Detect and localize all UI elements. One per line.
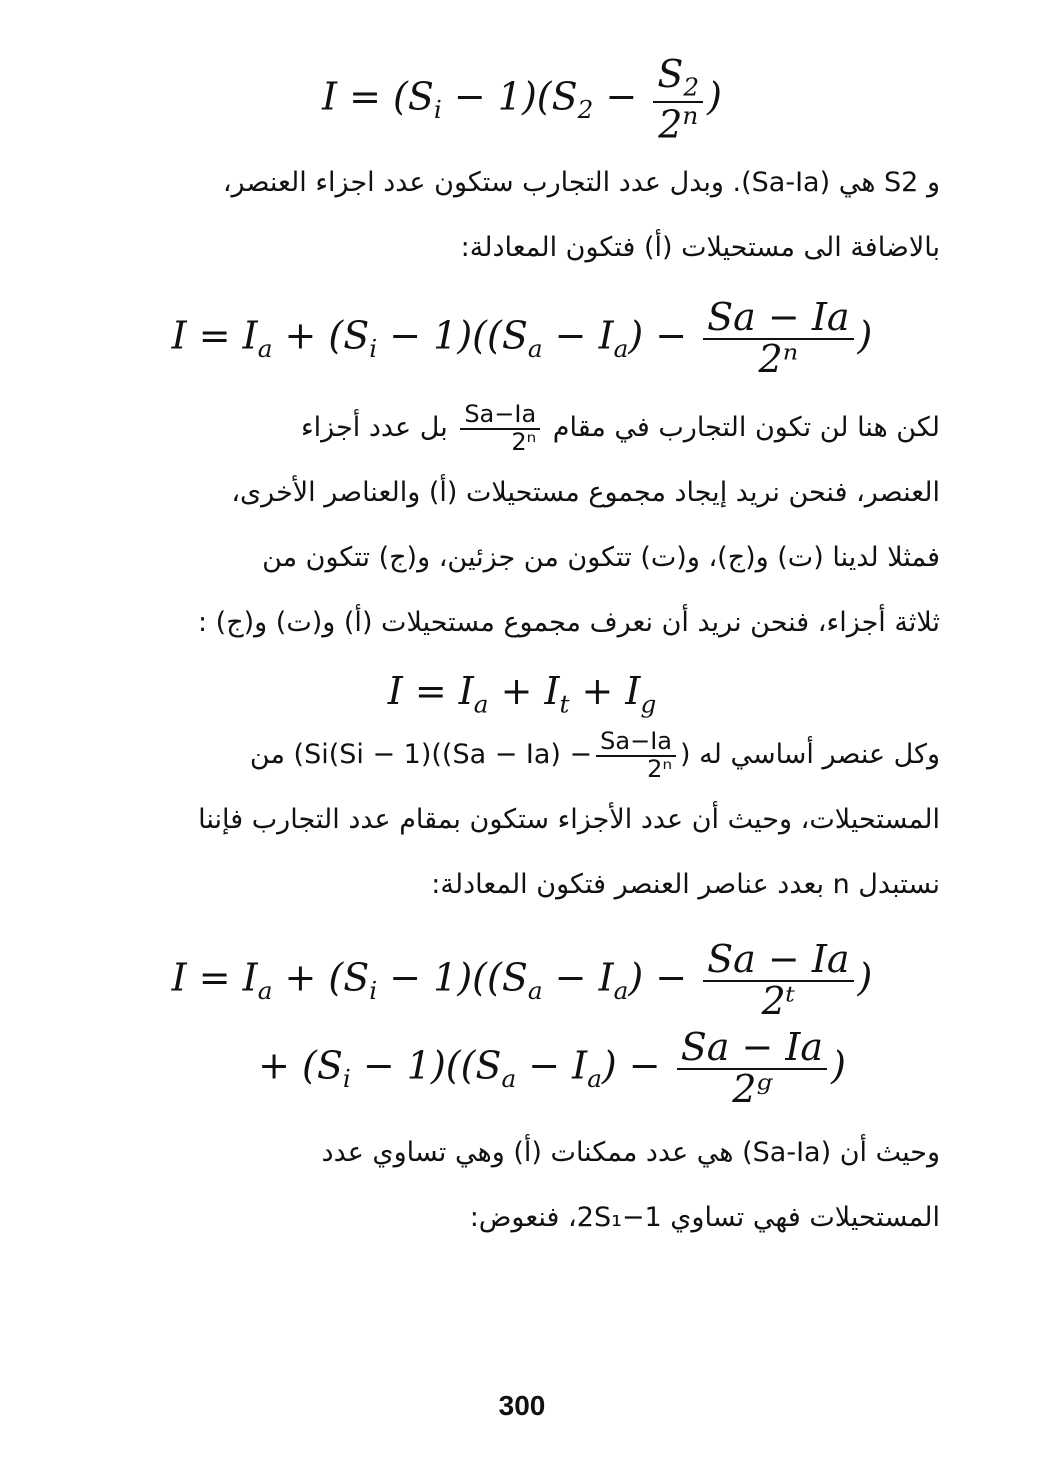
eq4-r2-sub-a: a <box>501 1063 517 1093</box>
p3-line-3: نستبدل n بعدد عناصر العنصر فتكون المعادلة: <box>431 869 940 900</box>
eq4-r2-mid2: − I <box>516 1043 588 1088</box>
eq2-sub-a: a <box>257 333 273 363</box>
eq2-left: I = I <box>171 313 258 358</box>
eq3-plus1: + I <box>488 669 560 713</box>
eq3-sub-t: t <box>559 689 570 719</box>
eq1-lhs: I = (S <box>322 74 434 119</box>
eq2-close: ) <box>857 313 873 358</box>
eq4-r2-fraction <box>677 1025 827 1111</box>
eq2-rest: + (S <box>272 313 370 358</box>
p1-line-2: بالاضافة الى مستحيلات (أ) فتكون المعادلة: <box>460 232 940 263</box>
eq4-r1-sub-a3: a <box>613 975 629 1005</box>
eq2-fraction <box>703 295 853 381</box>
p2-line-4: ثلاثة أجزاء، فنحن نريد أن نعرف مجموع مستحيلات (أ) و(ت) و(ج) : <box>198 607 940 638</box>
eq3-sub-g: g <box>640 689 657 719</box>
eq4-r1-mid2: − 1)((S <box>377 955 528 1000</box>
p3-line-1 <box>104 722 940 787</box>
eq4-r2-left: + (S <box>258 1043 343 1088</box>
eq4-r1-left: I = I <box>171 955 258 1000</box>
eq1-num-sub: 2 <box>683 72 700 102</box>
p3-line-2: المستحيلات، وحيث أن عدد الأجزاء ستكون بمقام عدد التجارب فإننا <box>198 804 940 835</box>
p2-line-2: العنصر، فنحن نريد إيجاد مجموع مستحيلات (أ) والعناصر الأخرى، <box>231 477 940 508</box>
eq2-sub-a3: a <box>613 333 629 363</box>
eq1-mid: − 1)(S <box>441 74 578 119</box>
p3-math: (Si(Si − 1)((Sa − Ia) − <box>293 739 593 770</box>
paragraph-4 <box>104 1120 940 1250</box>
p4-line-2: المستحيلات فهي تساوي 2S₁−1، فنعوض: <box>469 1202 940 1233</box>
eq4-r1-sub-a: a <box>257 975 273 1005</box>
p2-frac-den: 2ⁿ <box>511 427 537 456</box>
eq2-rest4: ) − <box>628 313 700 358</box>
eq2-numerator: Sa − Ia <box>703 298 853 340</box>
p2-line-1 <box>104 395 940 460</box>
eq1-sub-2: 2 <box>577 95 594 125</box>
eq4-r1-numerator: Sa − Ia <box>703 940 853 982</box>
eq2-rest2: − 1)((S <box>377 313 528 358</box>
eq3-a: I = I <box>387 669 474 713</box>
eq4-r2-close: ) <box>831 1043 846 1088</box>
p4-line-1: وحيث أن (Sa-Ia) هي عدد ممكنات (أ) وهي تساوي عدد <box>321 1137 940 1168</box>
eq4-r2-sub-i: i <box>342 1063 351 1093</box>
equation-4-row-2 <box>0 1025 1044 1111</box>
eq4-r1-mid: + (S <box>272 955 370 1000</box>
eq4-r1-close: ) <box>857 955 873 1000</box>
eq4-r1-denominator: 2ᵗ <box>761 978 796 1023</box>
eq1-fraction <box>653 52 703 147</box>
page-number: 300 <box>498 1390 546 1421</box>
p3-line-1-a: وكل عنصر أساسي له <box>699 739 940 770</box>
p3-inline-math <box>293 727 691 783</box>
eq1-num-s: S <box>657 52 684 96</box>
eq2-sub-a2: a <box>527 333 543 363</box>
p2-line-1-a: لكن هنا لن تكون التجارب في مقام <box>552 412 940 443</box>
eq4-r1-sub-i: i <box>369 975 378 1005</box>
eq1-minus: − <box>593 74 650 119</box>
p2-frac-num: Sa−Ia <box>460 402 540 429</box>
paragraph-3 <box>104 722 940 917</box>
eq2-denominator: 2ⁿ <box>758 336 799 381</box>
eq1-sub-i: i <box>433 95 442 125</box>
eq4-r2-sub-a2: a <box>587 1063 602 1093</box>
equation-1 <box>0 52 1044 147</box>
p3-line-1-b: من <box>249 739 285 770</box>
eq1-close: ) <box>707 74 722 119</box>
eq2-sub-i: i <box>369 333 378 363</box>
equation-3 <box>0 669 1044 719</box>
p1-line-1: و S2 هي (Sa-Ia). وبدل عدد التجارب ستكون عدد اجزاء العنصر، <box>222 167 940 198</box>
eq4-r2-numerator: Sa − Ia <box>677 1028 827 1070</box>
eq4-r1-sub-a2: a <box>527 975 543 1005</box>
p2-line-3: فمثلا لدينا (ت) و(ج)، و(ت) تتكون من جزئين، و(ج) تتكون من <box>262 542 940 573</box>
p2-line-1-b: بل عدد أجزاء <box>300 412 448 443</box>
paragraph-2 <box>104 395 940 655</box>
p2-inline-fraction <box>460 402 540 454</box>
p3-frac-num: Sa−Ia <box>596 729 676 756</box>
p3-math-close: ) <box>680 739 691 770</box>
p3-frac-den: 2ⁿ <box>647 754 673 783</box>
eq1-den-base: 2 <box>658 102 683 147</box>
eq4-r1-mid3: − I <box>542 955 614 1000</box>
eq1-den-sup: n <box>682 100 699 130</box>
eq4-r2-mid3: ) − <box>601 1043 673 1088</box>
eq1-numerator <box>653 52 703 103</box>
eq4-r2-denominator: 2ᵍ <box>732 1066 772 1111</box>
paragraph-1 <box>104 150 940 280</box>
eq4-r1-fraction <box>703 937 853 1023</box>
eq2-rest3: − I <box>542 313 614 358</box>
equation-4-row-1 <box>0 937 1044 1023</box>
p3-inline-fraction <box>596 729 676 781</box>
eq3-sub-a: a <box>473 689 489 719</box>
eq4-r1-mid4: ) − <box>628 955 700 1000</box>
eq1-denominator <box>653 100 703 147</box>
eq3-plus2: + I <box>569 669 641 713</box>
eq4-r2-mid: − 1)((S <box>350 1043 502 1088</box>
equation-2 <box>0 295 1044 381</box>
